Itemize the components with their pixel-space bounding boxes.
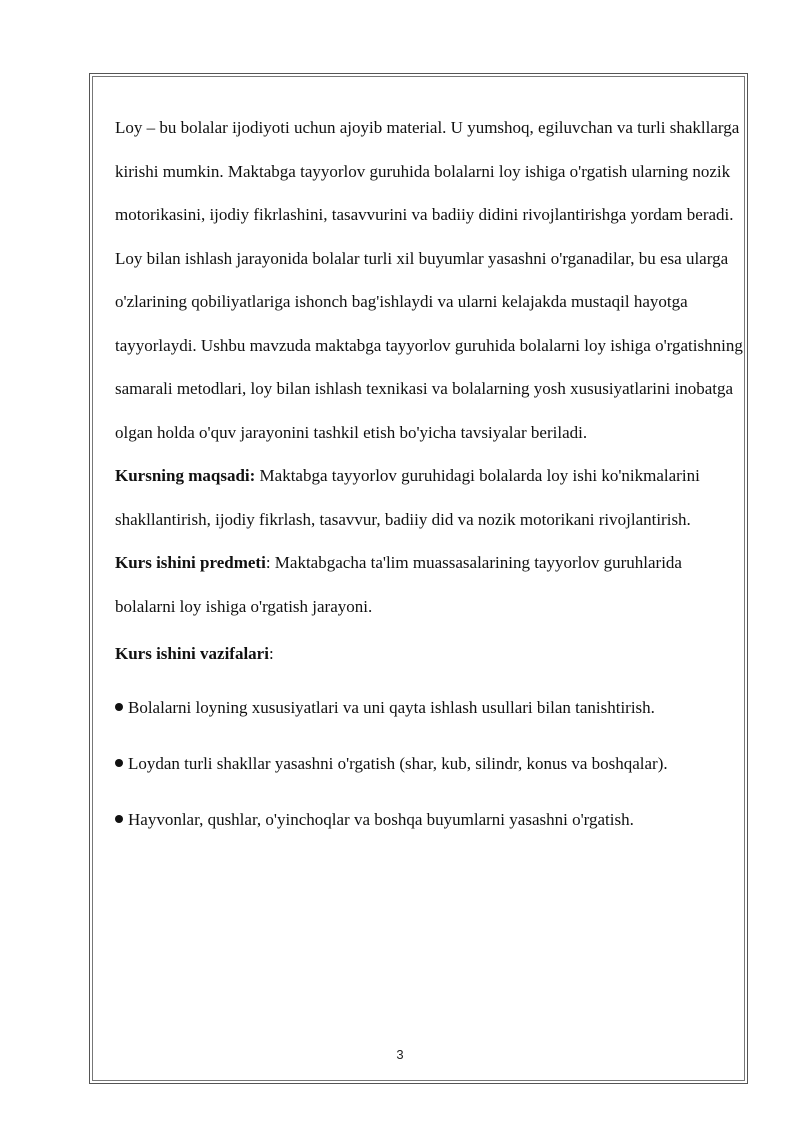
task-item-text: Loydan turli shakllar yasashni o'rgatish (shar, kub, silindr, konus va boshqalar). [128, 754, 668, 773]
task-item-text: Hayvonlar, qushlar, o'yinchoqlar va boshqa buyumlarni yasashni o'rgatish. [128, 810, 634, 829]
task-item [115, 736, 745, 792]
tasks-label: Kurs ishini vazifalari [115, 644, 269, 663]
task-item [115, 680, 745, 736]
document-body [115, 106, 745, 848]
intro-paragraph: Loy – bu bolalar ijodiyoti uchun ajoyib material. U yumshoq, egiluvchan va turli shakllarga kirishi mumkin. Maktabga tayyorlov guruhida bolalarni loy ishiga o'rgatish ularning nozik motorikasini, ijodiy fikrlashini, tasavvurini va badiiy didini rivojlantirishga yordam beradi. Loy bilan ishlash jarayonida bolalar turli xil buyumlar yasashni o'rganadilar, bu esa ularga o'zlarining qobiliyatlariga ishonch bag'ishlaydi va ularni kelajakda mustaqil hayotga tayyorlaydi. Ushbu mavzuda maktabga tayyorlov guruhida bolalarni loy ishiga o'rgatishning samarali metodlari, loy bilan ishlash texnikasi va bolalarning yosh xususiyatlarini inobatga olgan holda o'quv jarayonini tashkil etish bo'yicha tavsiyalar beriladi. [115, 118, 743, 442]
goal-label: Kursning maqsadi: [115, 466, 256, 485]
page-number: 3 [396, 1047, 404, 1062]
bullet-icon [115, 703, 123, 711]
subject-text: : Maktabgacha ta'lim muassasalarining tayyorlov guruhlarida bolalarni loy ishiga o'rgatish jarayoni. [115, 553, 682, 616]
goal-text: Maktabga tayyorlov guruhidagi bolalarda loy ishi ko'nikmalarini shakllantirish, ijodiy fikrlash, tasavvur, badiiy did va nozik motorikani rivojlantirish. [115, 466, 700, 529]
task-item-text: Bolalarni loyning xususiyatlari va uni qayta ishlash usullari bilan tanishtirish. [128, 698, 655, 717]
subject-paragraph [115, 541, 745, 628]
subject-label: Kurs ishini predmeti [115, 553, 266, 572]
tasks-heading [115, 628, 745, 680]
tasks-suffix: : [268, 644, 274, 663]
task-item [115, 792, 745, 848]
bullet-icon [115, 759, 123, 767]
goal-paragraph [115, 454, 745, 541]
bullet-icon [115, 815, 123, 823]
